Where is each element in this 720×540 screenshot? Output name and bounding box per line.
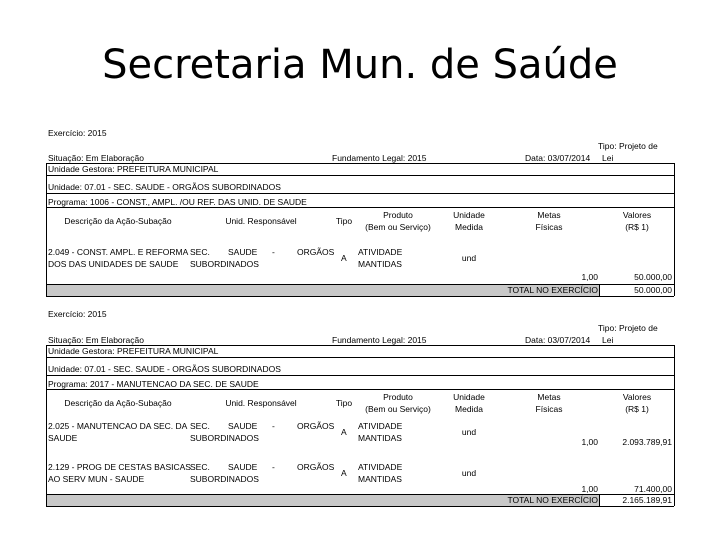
- programa: Programa: 2017 - MANUTENCAO DA SEC. DE SAUDE: [48, 379, 259, 389]
- header-fisicas: Físicas: [535, 222, 563, 232]
- header-valores: Valores: [622, 210, 652, 220]
- header-medida: Medida: [455, 222, 483, 232]
- page-title: Secretaria Mun. de Saúde: [102, 42, 618, 88]
- total-label: TOTAL NO EXERCÍCIO: [507, 495, 598, 505]
- situacao-label: Situação: Em Elaboração: [48, 335, 144, 345]
- header-descricao: Descrição da Ação-Subação: [64, 216, 172, 226]
- fundamento-label: Fundamento Legal: 2015: [332, 335, 427, 345]
- situacao-label: Situação: Em Elaboração: [48, 153, 144, 163]
- header-medida: Medida: [455, 404, 483, 414]
- total-valor: 50.000,00: [634, 285, 672, 295]
- header-rs: (R$ 1): [625, 222, 649, 232]
- data-label: Data: 03/07/2014: [525, 335, 591, 345]
- total-valor: 2.165.189,91: [622, 495, 672, 505]
- header-unid-resp: Unid. Responsável: [225, 398, 297, 408]
- tipo-label: Tipo: Projeto de: [598, 323, 658, 333]
- header-descricao: Descrição da Ação-Subação: [64, 398, 172, 408]
- unidade: Unidade: 07.01 - SEC. SAUDE - ORGÃOS SUBORDINADOS: [48, 364, 281, 374]
- header-unidade: Unidade: [453, 210, 485, 220]
- programa: Programa: 1006 - CONST., AMPL. /OU REF. DAS UNID. DE SAUDE: [48, 197, 307, 207]
- fundamento-label: Fundamento Legal: 2015: [332, 153, 427, 163]
- header-metas: Metas: [537, 210, 561, 220]
- header-fisicas: Físicas: [535, 404, 563, 414]
- header-valores: Valores: [622, 392, 652, 402]
- unidade: Unidade: 07.01 - SEC. SAUDE - ORGÃOS SUBORDINADOS: [48, 182, 281, 192]
- unidade-gestora: Unidade Gestora: PREFEITURA MUNICIPAL: [48, 346, 219, 356]
- total-label: TOTAL NO EXERCÍCIO: [507, 285, 598, 295]
- header-unid-resp: Unid. Responsável: [225, 216, 297, 226]
- header-produto-sub: (Bem ou Serviço): [365, 222, 431, 232]
- tipo-label-cont: Lei: [602, 335, 614, 345]
- header-metas: Metas: [537, 392, 561, 402]
- unidade-gestora: Unidade Gestora: PREFEITURA MUNICIPAL: [48, 164, 219, 174]
- exercicio-label: Exercício: 2015: [48, 128, 107, 138]
- header-produto-sub: (Bem ou Serviço): [365, 404, 431, 414]
- header-unidade: Unidade: [453, 392, 485, 402]
- header-produto: Produto: [383, 392, 413, 402]
- header-rs: (R$ 1): [625, 404, 649, 414]
- header-tipo: Tipo: [335, 216, 353, 226]
- data-label: Data: 03/07/2014: [525, 153, 591, 163]
- exercicio-label: Exercício: 2015: [48, 309, 107, 319]
- tipo-label-cont: Lei: [602, 153, 614, 163]
- tipo-label: Tipo: Projeto de: [598, 141, 658, 151]
- header-produto: Produto: [383, 210, 413, 220]
- header-tipo: Tipo: [335, 398, 353, 408]
